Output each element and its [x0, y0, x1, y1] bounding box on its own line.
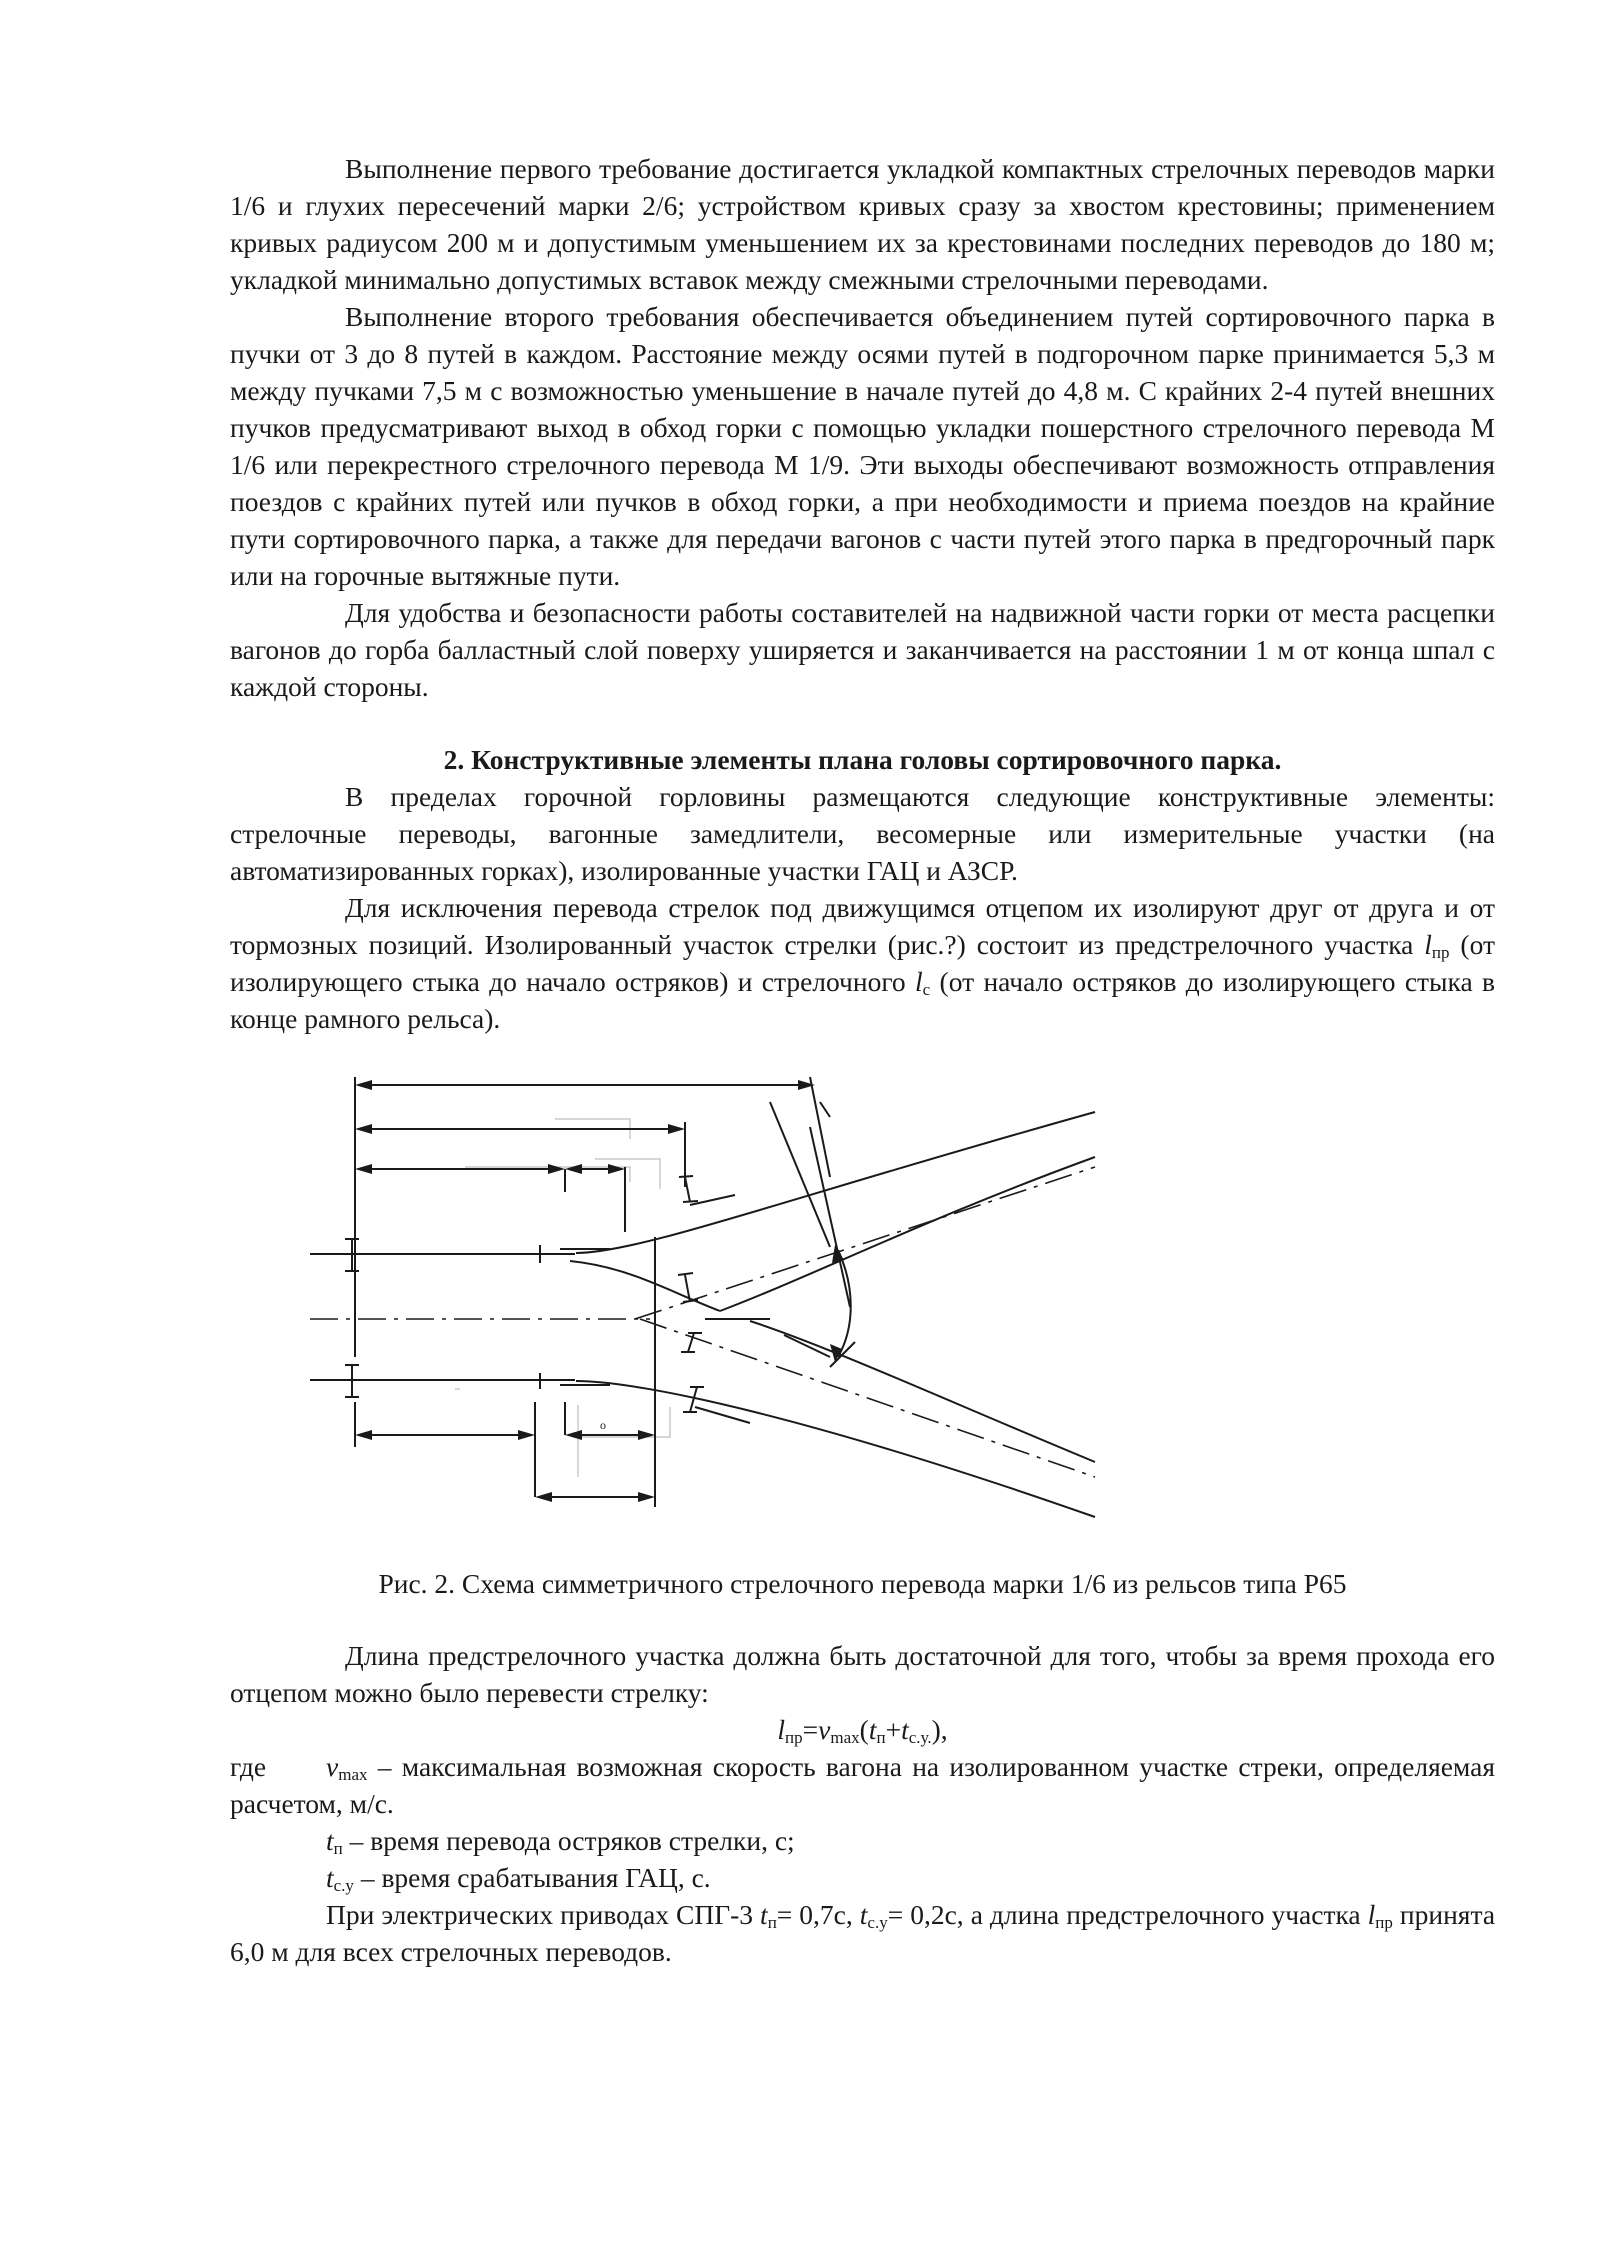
paragraph-1: Выполнение первого требование достигается укладкой компактных стрелочных переводов марки 1/6 и глухих пересечений марки 2/6; устройством кривых сразу за хвостом крестовины; применением кривых радиусом 200 м и допустимым уменьшением их за крестовинами последних переводов до 180 м; укладкой минимально допустимых вставок между смежными стрелочными переводами.	[230, 153, 1495, 295]
where-v: v	[326, 1751, 339, 1782]
p7-t2-sub: с.у	[867, 1913, 888, 1932]
diverge-rail-lower	[750, 1321, 1095, 1462]
tp-sub: п	[333, 1839, 343, 1858]
where-text: – максимальная возможная скорость вагона на изолированном участке стреки, определяемая расчетом, м/с.	[230, 1751, 1495, 1819]
formula-eq: =	[802, 1714, 819, 1745]
l-symbol: l	[1424, 929, 1432, 960]
p7-v2: = 0,2с, а длина предстрелочного участка	[887, 1899, 1368, 1930]
p7-text-a: При электрических приводах СПГ-3	[326, 1899, 761, 1930]
document-page	[230, 150, 1495, 1970]
paragraph-3: Для удобства и безопасности работы составителей на надвижной части горки от места расцепки вагонов до горба балластный слой поверху уширяется и заканчивается на расстоянии 1 м от конца шпал с каждой стороны.	[230, 597, 1495, 702]
formula-t2: t	[901, 1714, 909, 1745]
paragraph-6: Длина предстрелочного участка должна быть достаточной для того, чтобы за время прохода его отцепом можно было перевести стрелку:	[230, 1640, 1495, 1708]
paragraph-5-text-c: (от начало остряков до изолирующего стыка в конце рамного рельса).	[230, 966, 1495, 1034]
centerline-upper	[635, 1167, 1095, 1319]
paragraph-5-text-b: (от изолирующего стыка до начало остряков) и стрелочного	[230, 929, 1495, 997]
where-word: где	[230, 1751, 267, 1782]
centerline-lower	[640, 1319, 1095, 1477]
where-v-sub: max	[338, 1765, 368, 1784]
formula-paren: (	[859, 1714, 869, 1745]
tp-symbol: t	[326, 1825, 334, 1856]
construction-lines	[455, 1119, 670, 1477]
tcy-definition	[230, 1859, 1495, 1896]
formula-t2-sub: с.у.	[908, 1728, 932, 1747]
p7-t1-sub: п	[767, 1913, 777, 1932]
formula	[230, 1711, 1495, 1748]
bottom-curved-rail	[576, 1381, 1095, 1517]
formula-v-sub: max	[830, 1728, 860, 1747]
paragraph-5-text-a: Для исключения перевода стрелок под движущимся отцепом их изолируют друг от друга и от тормозных позиций. Изолированный участок стрелки (рис.?) состоит из предстрелочного участка	[230, 892, 1495, 960]
paragraph-4: В пределах горочной горловины размещаются следующие конструктивные элементы: стрелочные переводы, вагонные замедлители, весомерные или измерительные участки (на автоматизированных горках), изолированные участки ГАЦ и АЗСР.	[230, 781, 1495, 886]
formula-l: l	[777, 1714, 786, 1745]
switch-diagram	[310, 1057, 1170, 1547]
paragraph-2: Выполнение второго требования обеспечивается объединением путей сортировочного парка в пучки от 3 до 8 путей в каждом. Расстояние между осями путей в подгорочном парке принимается 5,3 м между пучками 7,5 м с возможностью уменьшение в начале путей до 4,8 м. С крайних 2-4 путей внешних пучков предусматривают выход в обход горки с помощью укладки пошерстного стрелочного перевода М 1/6 или перекрестного стрелочного перевода М 1/9. Эти выходы обеспечивают возможность отправления поездов с крайних путей или пучков в обход горки, а при необходимости и приема поездов на крайние пути сортировочного парка, а также для передачи вагонов с части путей этого парка в предгорочный парк или на горочные вытяжные пути.	[230, 301, 1495, 591]
formula-plus: +	[885, 1714, 902, 1745]
formula-t1: t	[868, 1714, 877, 1745]
top-curved-rail	[576, 1112, 1095, 1253]
diagram-small-mark: о	[600, 1418, 606, 1432]
p7-t2: t	[859, 1899, 868, 1930]
paragraph-7	[230, 1896, 1495, 1970]
top-straight-rail	[570, 1261, 720, 1311]
formula-t1-sub: п	[876, 1728, 886, 1747]
p7-text-b: принята 6,0 м для всех стрелочных переводов.	[230, 1899, 1496, 1967]
paragraph-5	[230, 889, 1495, 1037]
formula-v: v	[818, 1714, 831, 1745]
l-symbol: l	[915, 966, 923, 997]
l-subscript: пр	[1431, 943, 1450, 962]
tcy-symbol: t	[326, 1862, 334, 1893]
tp-text: – время перевода остряков стрелки, с;	[342, 1825, 795, 1856]
where-definition	[230, 1748, 1495, 1822]
tcy-text: – время срабатывания ГАЦ, с.	[353, 1862, 711, 1893]
diverge-rail-upper	[720, 1157, 1095, 1311]
formula-l-sub: пр	[785, 1728, 803, 1747]
tcy-sub: с.у	[333, 1876, 354, 1895]
p7-l-sub: пр	[1375, 1913, 1393, 1932]
switch-diagram-figure	[230, 1057, 1495, 1557]
l-subscript: с	[922, 980, 931, 999]
figure-caption: Рис. 2. Схема симметричного стрелочного перевода марки 1/6 из рельсов типа Р65	[378, 1568, 1347, 1599]
tp-definition	[230, 1822, 1495, 1859]
p7-t1: t	[760, 1899, 768, 1930]
formula-paren-close: ),	[931, 1714, 948, 1745]
section-heading: 2. Конструктивные элементы плана головы сортировочного парка.	[443, 744, 1282, 775]
p7-l: l	[1367, 1899, 1376, 1930]
spacer	[230, 1602, 1495, 1637]
p7-v1: = 0,7с,	[776, 1899, 860, 1930]
